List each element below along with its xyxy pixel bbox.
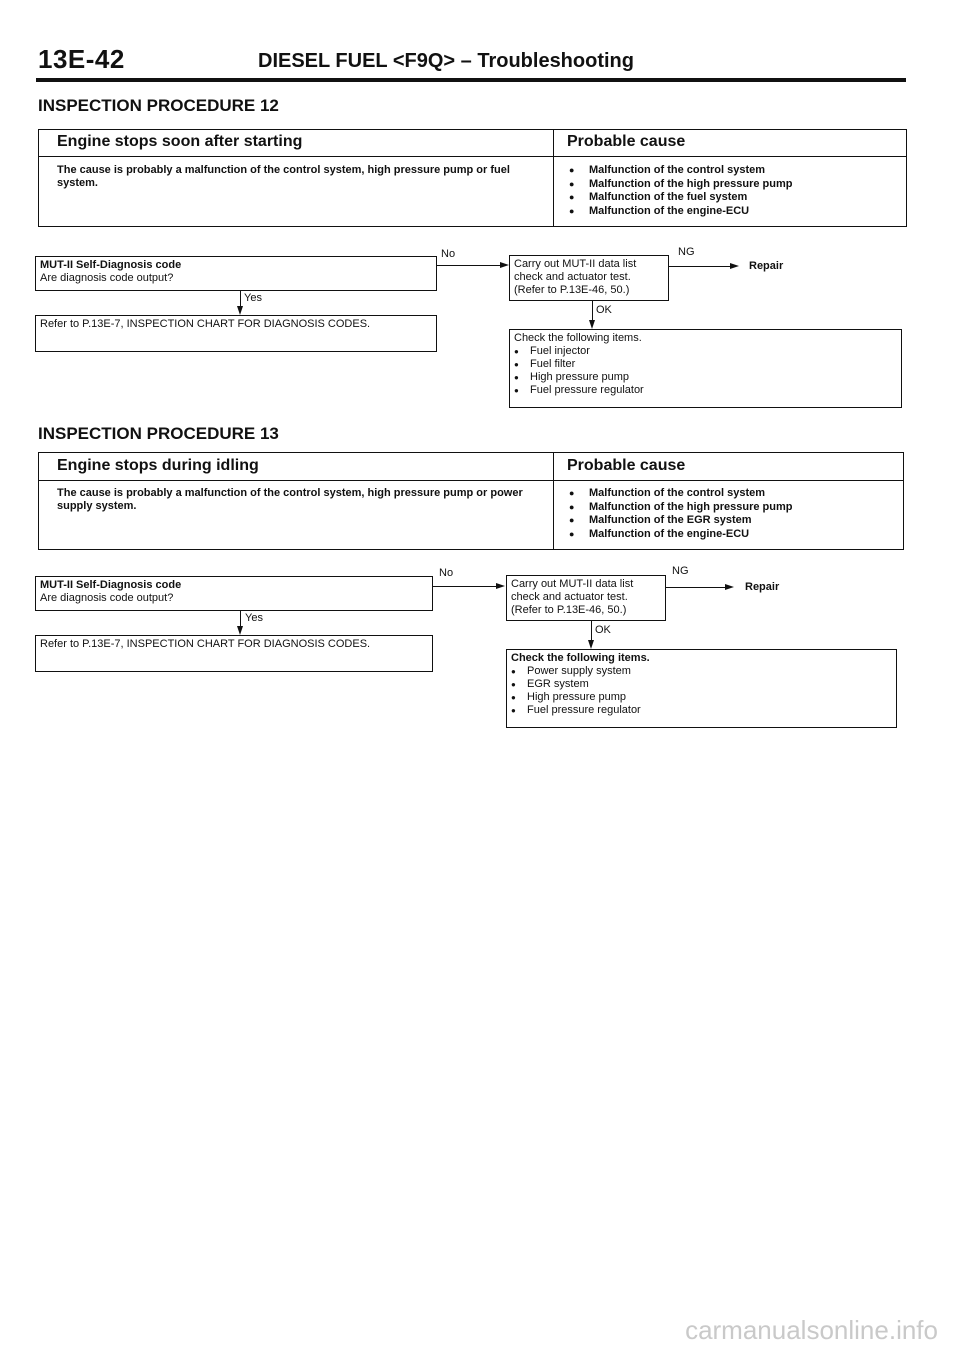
connector-line: [240, 611, 241, 627]
arrow-right-icon: [725, 584, 734, 590]
list-item: ● Malfunction of the high pressure pump: [569, 501, 793, 515]
connector-line: [437, 265, 501, 266]
watermark: carmanualsonline.info: [685, 1315, 938, 1345]
repair-label: Repair: [749, 260, 784, 272]
arrow-right-icon: [496, 583, 505, 589]
cause-description: The cause is probably a malfunction of the control system, high pressure pump or power supply system.: [57, 487, 523, 512]
arrow-right-icon: [500, 262, 509, 268]
procedure-13-info-table: [38, 452, 904, 550]
data-list-check-box: [506, 575, 666, 621]
data-list-line: Carry out MUT-II data list: [511, 578, 634, 590]
data-list-line: (Refer to P.13E-46, 50.): [514, 284, 630, 296]
repair-label: Repair: [745, 581, 780, 593]
symptom-heading: Engine stops during idling: [57, 457, 259, 474]
procedure-13-title: INSPECTION PROCEDURE 13: [38, 424, 279, 443]
page-number: 13E-42: [38, 44, 125, 74]
ng-label: NG: [672, 565, 689, 577]
procedure-12-info-table: [38, 129, 907, 227]
connector-line: [591, 621, 592, 642]
probable-cause-list: [569, 164, 793, 218]
list-item: ● Fuel filter: [514, 358, 897, 371]
connector-line: [592, 301, 593, 322]
table-divider: [553, 130, 554, 226]
table-divider: [39, 480, 903, 481]
data-list-line: check and actuator test.: [511, 591, 628, 603]
probable-cause-list: [569, 487, 793, 541]
refer-text: Refer to P.13E-7, INSPECTION CHART FOR DIAGNOSIS CODES.: [40, 318, 371, 330]
list-item: ● High pressure pump: [514, 371, 897, 384]
diagnosis-code-question: Are diagnosis code output?: [40, 272, 174, 284]
table-divider: [39, 156, 906, 157]
check-items-box: [509, 329, 902, 408]
data-list-line: Carry out MUT-II data list: [514, 258, 637, 270]
arrow-down-icon: [237, 306, 243, 315]
arrow-right-icon: [730, 263, 739, 269]
diagnosis-code-box: [35, 576, 433, 611]
data-list-line: (Refer to P.13E-46, 50.): [511, 604, 627, 616]
check-items-list: [511, 665, 892, 717]
table-divider: [553, 453, 554, 549]
arrow-down-icon: [237, 626, 243, 635]
check-items-title: Check the following items.: [514, 332, 642, 344]
data-list-line: check and actuator test.: [514, 271, 631, 283]
data-list-check-box: [509, 255, 669, 301]
ok-label: OK: [596, 304, 612, 316]
header-rule: [36, 78, 906, 82]
procedure-12-title: INSPECTION PROCEDURE 12: [38, 96, 279, 115]
refer-inspection-chart-box: [35, 635, 433, 672]
probable-cause-heading: Probable cause: [567, 457, 686, 474]
yes-label: Yes: [245, 612, 263, 624]
diagnosis-code-title: MUT-II Self-Diagnosis code: [40, 579, 182, 591]
diagnosis-code-box: [35, 256, 437, 291]
page-title: DIESEL FUEL <F9Q> – Troubleshooting: [258, 50, 634, 72]
ok-label: OK: [595, 624, 611, 636]
probable-cause-heading: Probable cause: [567, 133, 686, 150]
refer-text: Refer to P.13E-7, INSPECTION CHART FOR DIAGNOSIS CODES.: [40, 638, 371, 650]
refer-inspection-chart-box: [35, 315, 437, 352]
list-item: ● Malfunction of the engine-ECU: [569, 528, 793, 542]
list-item: ● Fuel pressure regulator: [511, 704, 892, 717]
arrow-down-icon: [589, 320, 595, 329]
list-item: ● Malfunction of the high pressure pump: [569, 178, 793, 192]
list-item: ● Fuel injector: [514, 345, 897, 358]
check-items-list: [514, 345, 897, 397]
list-item: ● Malfunction of the control system: [569, 487, 793, 501]
no-label: No: [441, 248, 456, 260]
arrow-down-icon: [588, 640, 594, 649]
symptom-heading: Engine stops soon after starting: [57, 133, 303, 150]
list-item: ● Malfunction of the fuel system: [569, 191, 793, 205]
list-item: ● EGR system: [511, 678, 892, 691]
diagnosis-code-title: MUT-II Self-Diagnosis code: [40, 259, 182, 271]
list-item: ● Power supply system: [511, 665, 892, 678]
check-items-title: Check the following items.: [511, 652, 650, 664]
connector-line: [666, 587, 726, 588]
diagnosis-code-question: Are diagnosis code output?: [40, 592, 174, 604]
yes-label: Yes: [244, 292, 262, 304]
connector-line: [433, 586, 497, 587]
list-item: ● Fuel pressure regulator: [514, 384, 897, 397]
list-item: ● Malfunction of the EGR system: [569, 514, 793, 528]
list-item: ● Malfunction of the control system: [569, 164, 793, 178]
connector-line: [669, 266, 731, 267]
connector-line: [240, 291, 241, 307]
check-items-box: [506, 649, 897, 728]
list-item: ● High pressure pump: [511, 691, 892, 704]
list-item: ● Malfunction of the engine-ECU: [569, 205, 793, 219]
cause-description: The cause is probably a malfunction of the control system, high pressure pump or fuel system.: [57, 164, 510, 189]
ng-label: NG: [678, 246, 695, 258]
no-label: No: [439, 567, 454, 579]
